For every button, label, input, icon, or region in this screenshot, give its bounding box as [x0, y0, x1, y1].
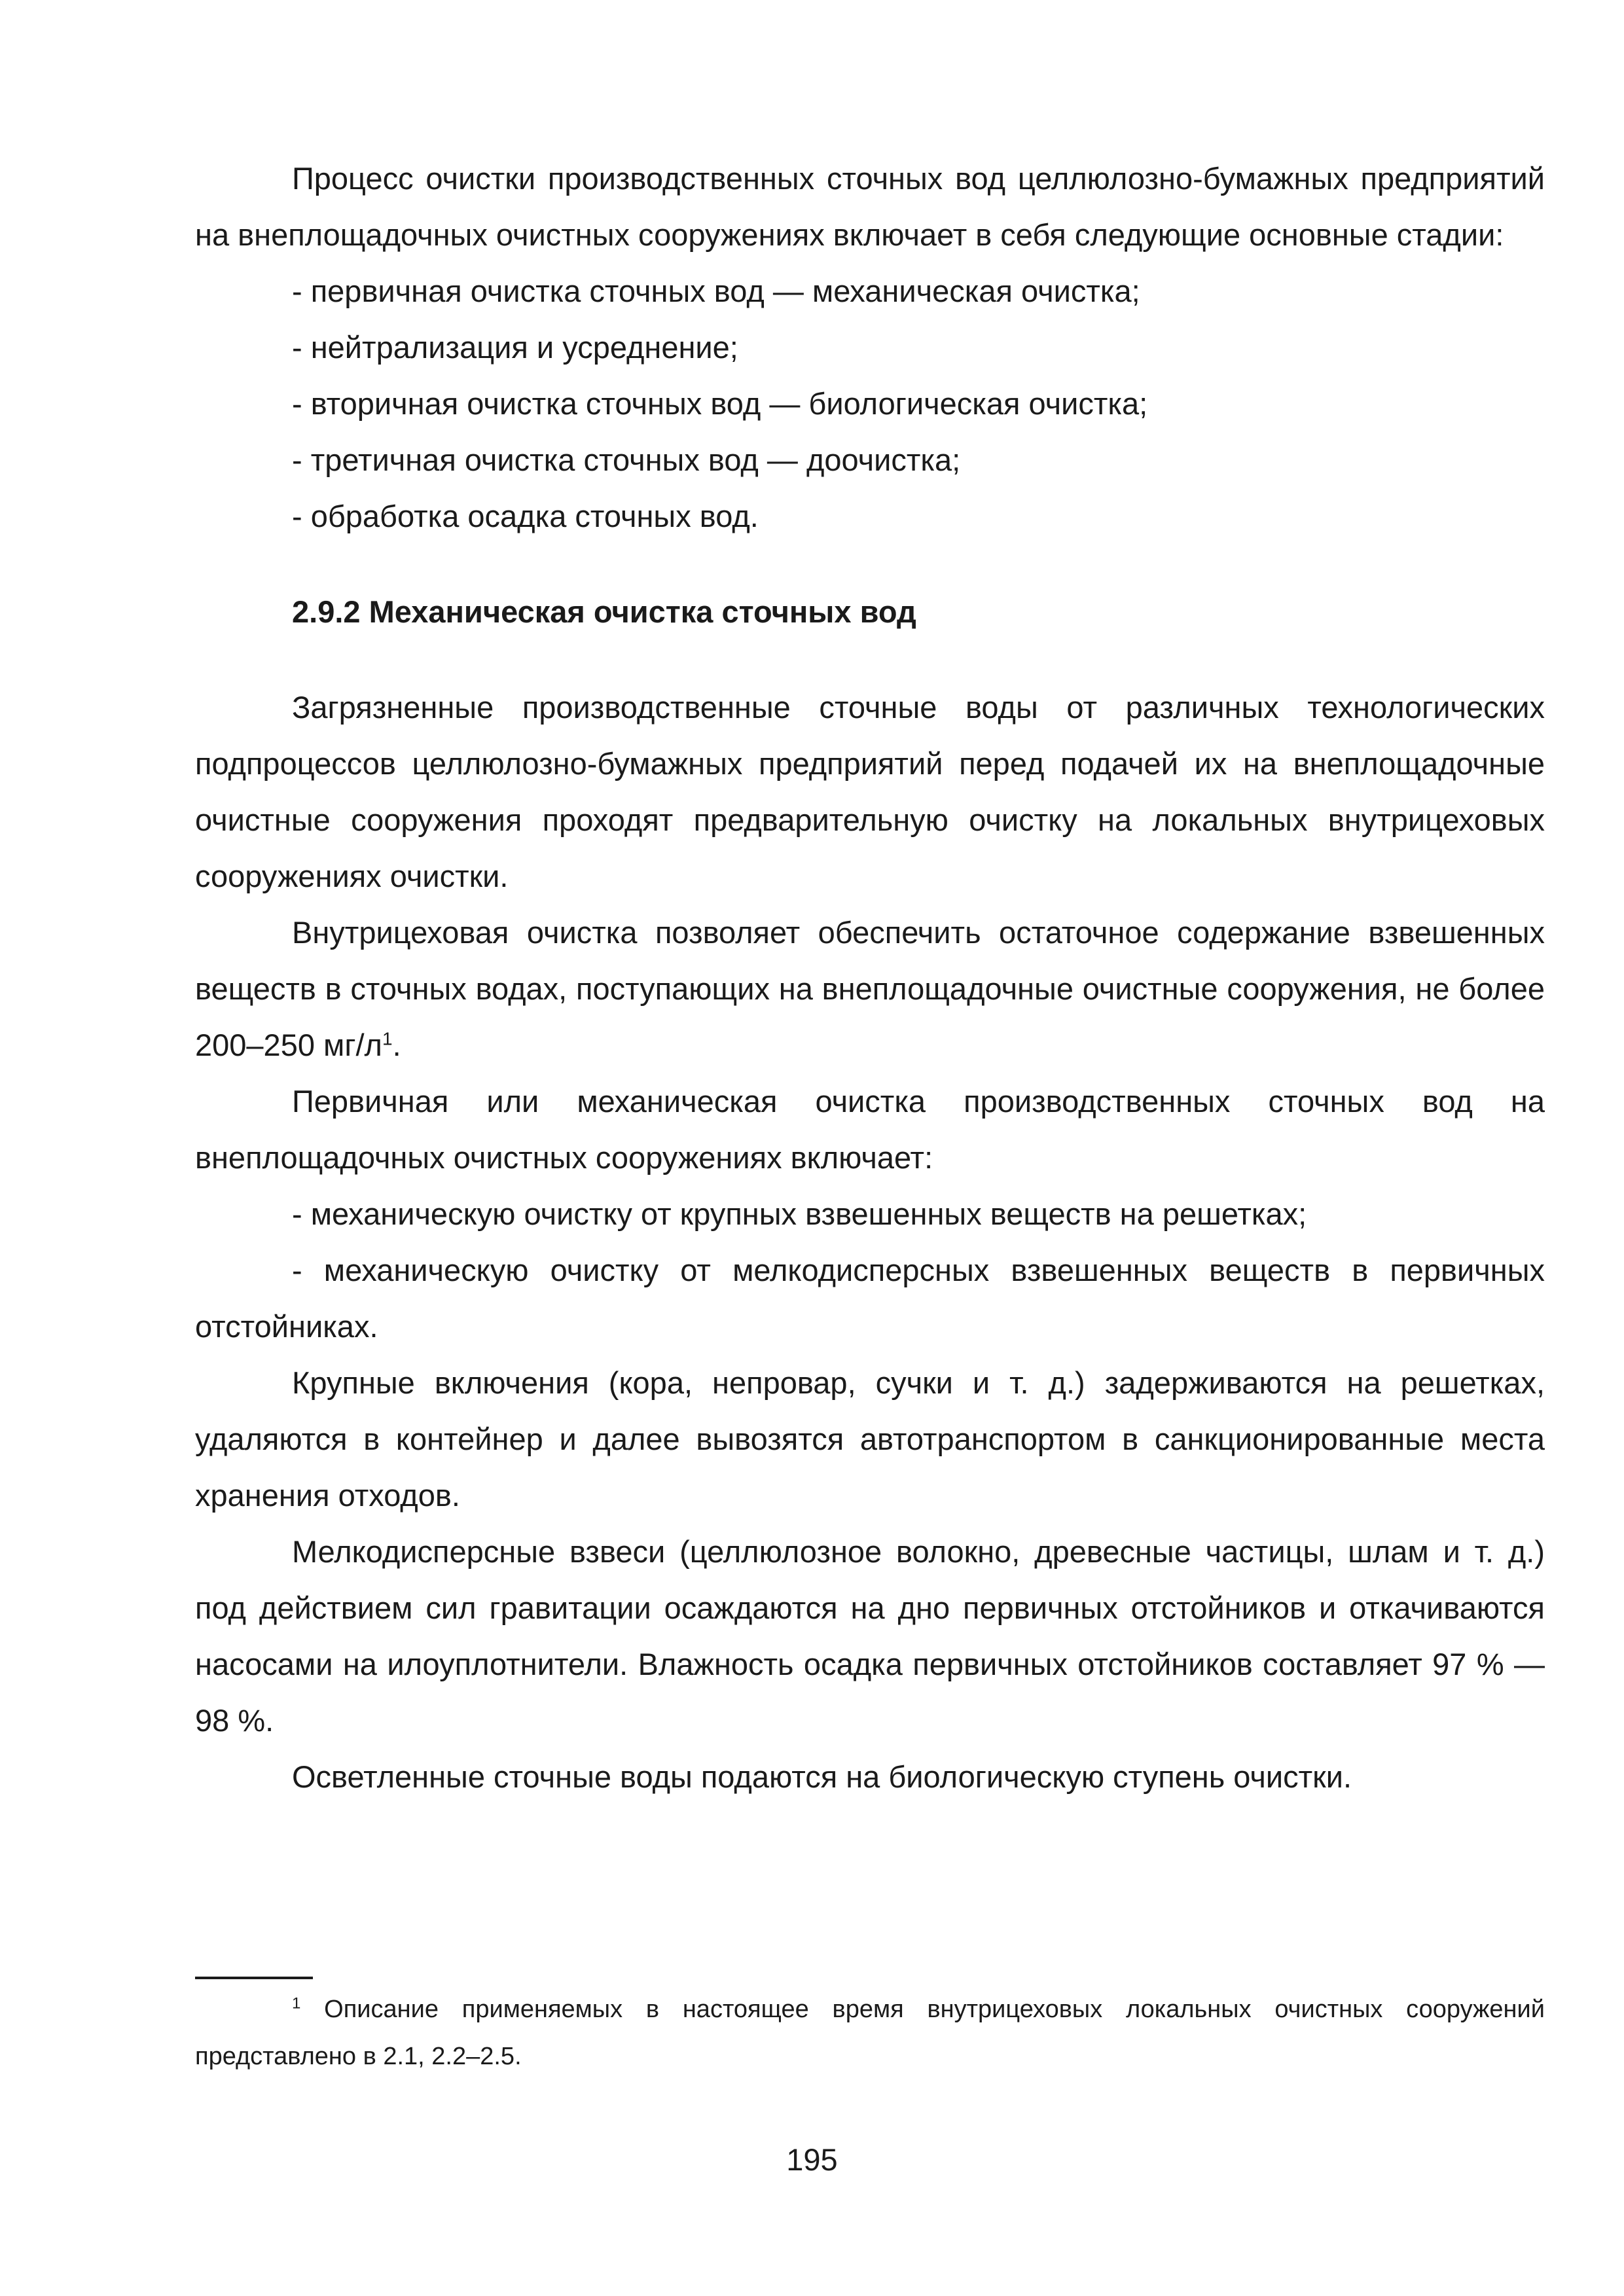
footnote-reference[interactable]: 1 — [382, 1028, 393, 1049]
intro-paragraph: Процесс очистки производственных сточных вод целлюлозно-бумажных предприятий на внеплощадочных очистных сооружениях включает в себя следующие основные стадии: — [195, 161, 1545, 252]
body-paragraph: Первичная или механическая очистка производственных сточных вод на внеплощадочных очистных сооружениях включает: — [195, 1084, 1545, 1175]
list-item: - механическую очистку от мелкодисперсных взвешенных веществ в первичных отстойниках. — [195, 1253, 1545, 1344]
stage-item: - нейтрализация и усреднение; — [292, 330, 738, 365]
list-item: - механическую очистку от крупных взвешенных веществ на решетках; — [292, 1196, 1307, 1231]
paragraph-end: . — [392, 1028, 401, 1062]
body-paragraph — [195, 905, 1545, 1073]
footnote — [195, 1977, 1545, 2080]
paragraph-text: Внутрицеховая очистка позволяет обеспечить остаточное содержание взвешенных веществ в сточных водах, поступающих на внеплощадочные очистные сооружения, не более 200–250 мг/л — [195, 915, 1545, 1062]
document-page — [195, 151, 1545, 1805]
body-paragraph: Мелкодисперсные взвеси (целлюлозное волокно, древесные частицы, шлам и т. д.) под действием сил гравитации осаждаются на дно первичных отстойников и откачиваются насосами на илоуплотнители. Влажность осадка первичных отстойников составляет 97 % — 98 %. — [195, 1534, 1545, 1738]
page-number: 195 — [786, 2142, 838, 2177]
footnote-body: Описание применяемых в настоящее время внутрицеховых локальных очистных сооружений представлено в 2.1, 2.2–2.5. — [195, 1996, 1545, 2070]
body-paragraph: Загрязненные производственные сточные воды от различных технологических подпроцессов целлюлозно-бумажных предприятий перед подачей их на внеплощадочные очистные сооружения проходят предварительную очистку на локальных внутрицеховых сооружениях очистки. — [195, 690, 1545, 893]
section-heading: 2.9.2 Механическая очистка сточных вод — [292, 594, 916, 629]
stage-item: - обработка осадка сточных вод. — [292, 499, 759, 533]
body-paragraph: Осветленные сточные воды подаются на биологическую ступень очистки. — [292, 1759, 1352, 1794]
body-paragraph: Крупные включения (кора, непровар, сучки и т. д.) задерживаются на решетках, удаляются в контейнер и далее вывозятся автотранспортом в санкционированные места хранения отходов. — [195, 1365, 1545, 1513]
footnote-text — [195, 1986, 1545, 2080]
stage-item: - первичная очистка сточных вод — механическая очистка; — [292, 274, 1140, 308]
stage-item: - третичная очистка сточных вод — доочистка; — [292, 442, 961, 477]
footnote-divider — [195, 1977, 313, 1979]
footnote-mark: 1 — [292, 1994, 301, 2013]
stage-item: - вторичная очистка сточных вод — биологическая очистка; — [292, 386, 1148, 421]
